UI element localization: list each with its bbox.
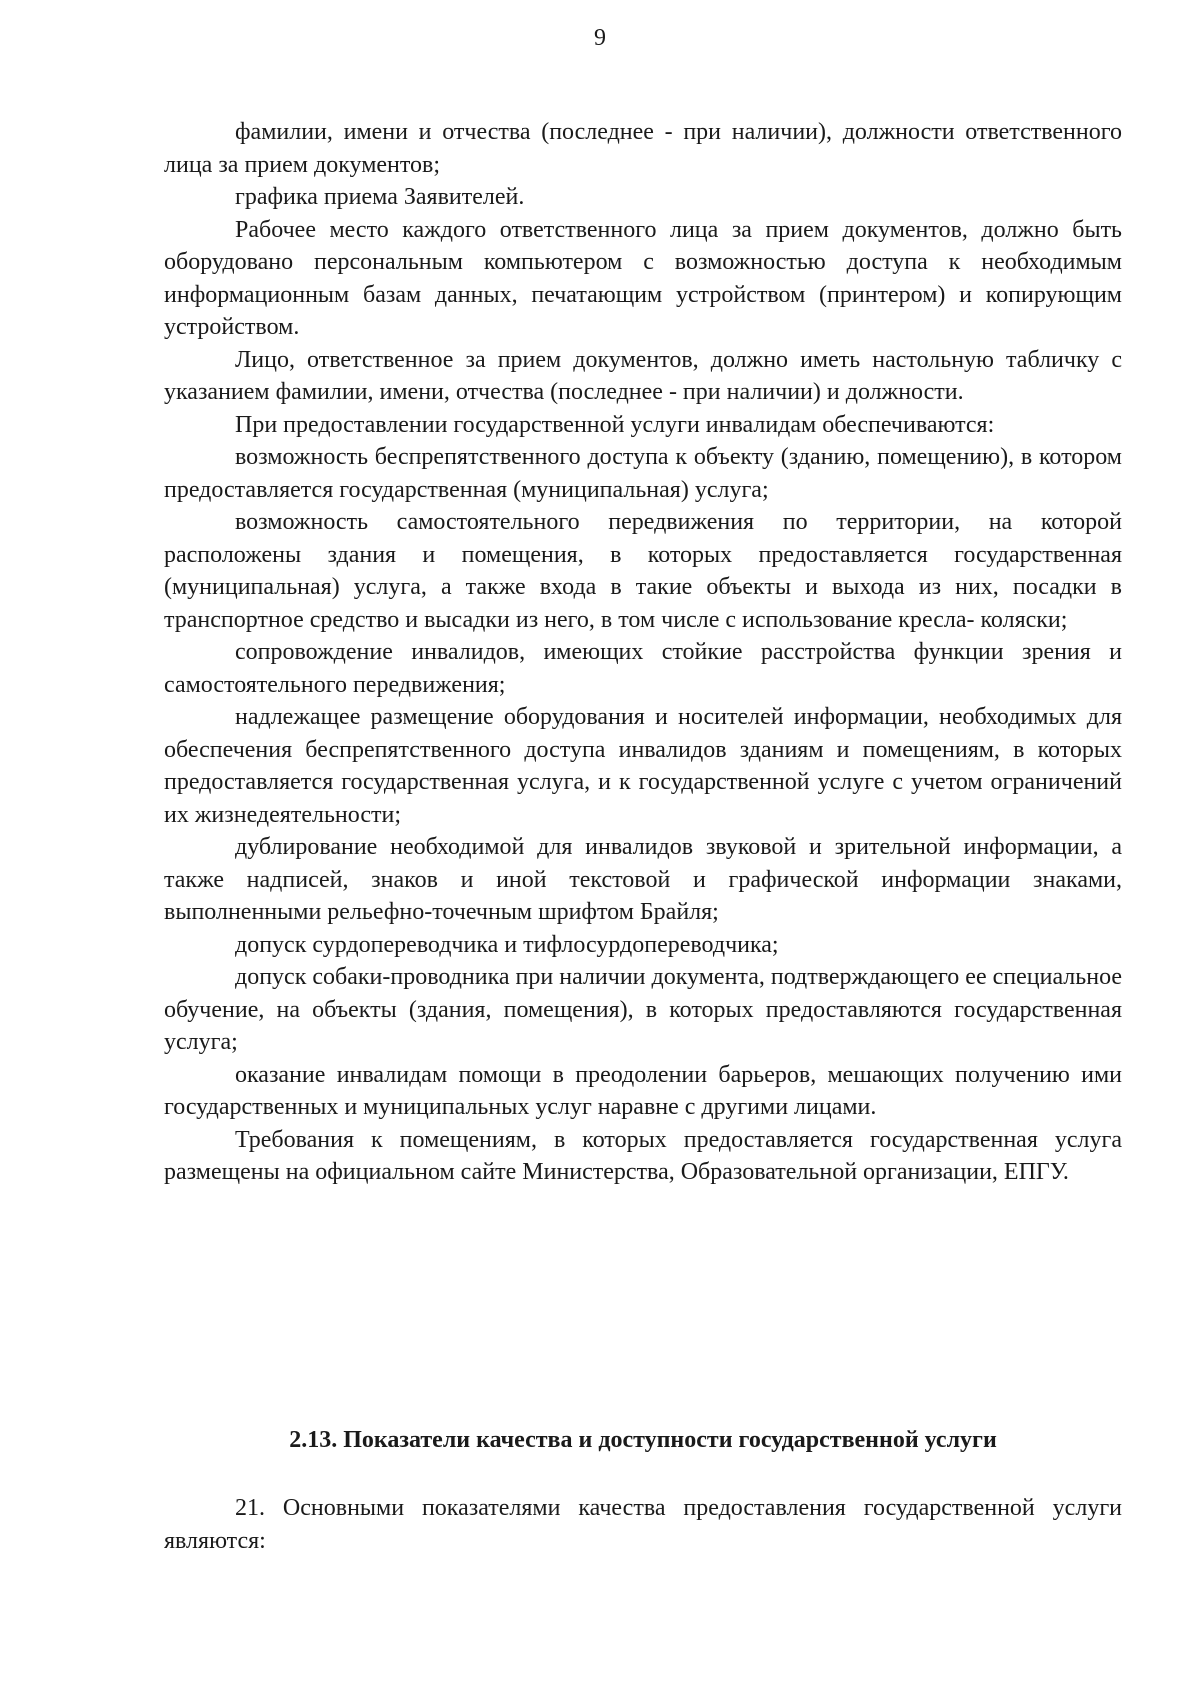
paragraph: 21. Основными показателями качества предоставления государственной услуги являются: [164,1495,1122,1554]
paragraph: возможность беспрепятственного доступа к объекту (зданию, помещению), в котором предоставляется государственная (муниципальная) услуга; [164,444,1122,503]
paragraph: возможность самостоятельного передвижения по территории, на которой расположены здания и помещения, в которых предоставляется государственная (муниципальная) услуга, а также входа в такие объекты и выхода из них, посадки в транспортное средство и высадки из него, в том числе с использование кресла- коляски; [164,509,1122,633]
paragraph: оказание инвалидам помощи в преодолении барьеров, мешающих получению ими государственных и муниципальных услуг наравне с другими лицами. [164,1061,1122,1120]
paragraph: Требования к помещениям, в которых предоставляется государственная услуга размещены на официальном сайте Министерства, Образовательной организации, ЕПГУ. [164,1126,1122,1185]
paragraph: сопровождение инвалидов, имеющих стойкие расстройства функции зрения и самостоятельного передвижения; [164,639,1122,698]
body-text [164,116,1122,1189]
paragraph: допуск сурдопереводчика и тифлосурдопереводчика; [235,931,779,958]
paragraph: допуск собаки-проводника при наличии документа, подтверждающего ее специальное обучение, на объекты (здания, помещения), в которых предоставляются государственная услуга; [164,964,1123,1055]
paragraph: фамилии, имени и отчества (последнее - при наличии), должности ответственного лица за прием документов; [164,119,1122,178]
paragraph: Лицо, ответственное за прием документов, должно иметь настольную табличку с указанием фамилии, имени, отчества (последнее - при наличии) и должности. [164,346,1122,405]
paragraph: графика приема Заявителей. [235,184,525,210]
section-heading: 2.13. Показатели качества и доступности государственной услуги [289,1427,997,1453]
section-text [164,1492,1122,1557]
paragraph: надлежащее размещение оборудования и носителей информации, необходимых для обеспечения беспрепятственного доступа инвалидов зданиям и помещениям, в которых предоставляется государственная услуга, и к государственной услуге с учетом ограничений их жизнедеятельности; [164,704,1122,828]
page-number: 9 [594,25,606,51]
paragraph: Рабочее место каждого ответственного лица за прием документов, должно быть оборудовано персональным компьютером с возможностью доступа к необходимым информационным базам данных, печатающим устройством (принтером) и копирующим устройством. [164,216,1122,340]
paragraph: дублирование необходимой для инвалидов звуковой и зрительной информации, а также надписей, знаков и иной текстовой и графической информации знаками, выполненными рельефно-точечным шрифтом Брайля; [164,834,1122,925]
paragraph: При предоставлении государственной услуги инвалидам обеспечиваются: [235,411,995,438]
